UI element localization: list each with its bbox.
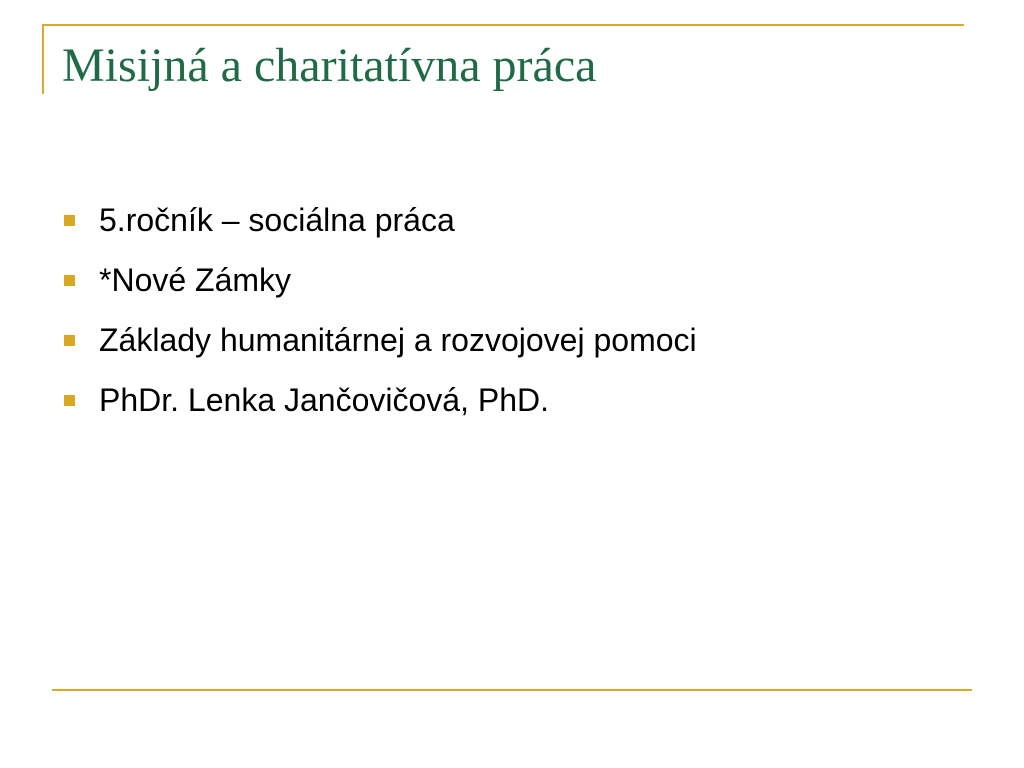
square-bullet-icon <box>64 335 75 346</box>
top-border-line <box>42 24 964 26</box>
bullet-list <box>64 190 697 430</box>
square-bullet-icon <box>64 275 75 286</box>
bullet-text: PhDr. Lenka Jančovičová, PhD. <box>99 381 550 418</box>
slide-title: Misijná a charitatívna práca <box>62 39 597 92</box>
bullet-item <box>64 310 697 370</box>
bottom-border-line <box>52 689 972 691</box>
square-bullet-icon <box>64 215 75 226</box>
bullet-text: *Nové Zámky <box>99 261 292 298</box>
bullet-text: Základy humanitárnej a rozvojovej pomoci <box>99 321 697 358</box>
bullet-text: 5.ročník – sociálna práca <box>99 201 455 238</box>
bullet-item <box>64 190 697 250</box>
bullet-item <box>64 370 697 430</box>
bullet-item <box>64 250 697 310</box>
square-bullet-icon <box>64 395 75 406</box>
left-border-line <box>42 24 44 94</box>
